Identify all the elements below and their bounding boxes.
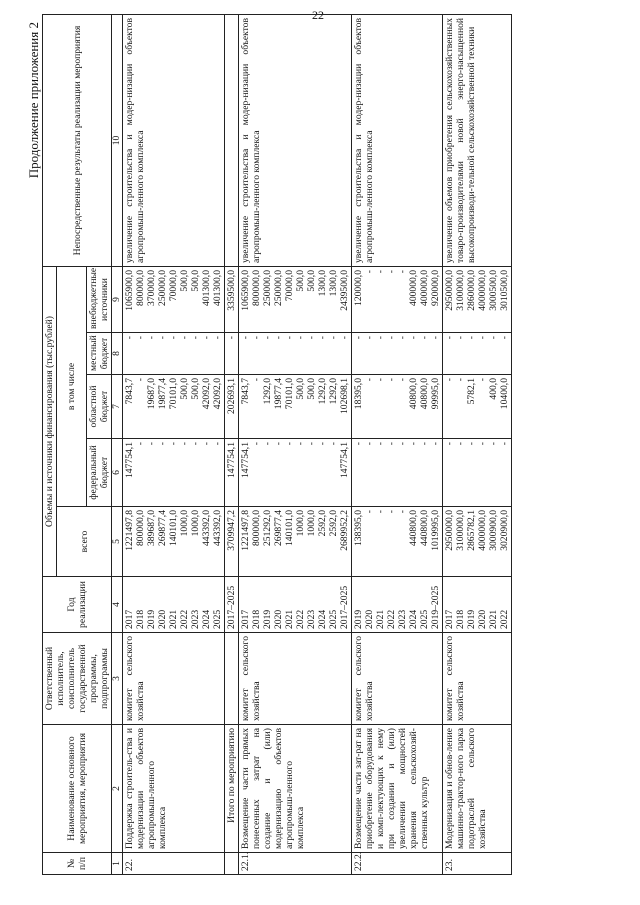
header-responsible: Ответственный исполнитель, соисполнитель государственной программы, подпрограммы — [43, 633, 112, 725]
header-results: Непосредственные результаты реализации мероприятия — [43, 14, 112, 266]
row-total: 138395,0 - - - - 440800,0 440800,0 1019995,0 — [352, 507, 443, 577]
header-name: Наименование основного мероприятия, мероприятия — [43, 725, 112, 853]
table-row — [239, 14, 352, 874]
row-result: увеличение строительства и модер-низации объектов агропромыш-ленного комплекса — [352, 14, 443, 266]
row-years: 2017–2025 — [225, 577, 239, 633]
row-federal: 147754,1 - - - - - - - - — [123, 439, 225, 507]
row-name: Поддержка строитель-ства и модернизации объектов агропромыш-ленного комплекса — [123, 725, 225, 853]
header-total: всего — [57, 507, 112, 577]
row-num: 22.2. — [352, 853, 443, 875]
col-index: 2 — [112, 725, 123, 853]
col-index: 7 — [112, 375, 123, 439]
row-local: - - - - - - — [443, 333, 512, 375]
header-local: местный бюджет — [87, 333, 112, 375]
row-result: увеличение строительства и модер-низации объектов агропромыш-ленного комплекса — [239, 14, 352, 266]
row-federal: 147754,1 - - - - - - - - 147754,1 — [239, 439, 352, 507]
page-number: 22 — [312, 8, 324, 22]
header-year: Год реализации — [43, 577, 112, 633]
row-responsible: комитет сельского хозяйства — [123, 633, 225, 725]
row-responsible: комитет сельского хозяйства — [352, 633, 443, 725]
table-row — [123, 14, 225, 874]
row-extra: 1065900,0 800000,0 250000,0 250000,0 70000,0 500,0 500,0 1300,0 1300,0 2439500,0 — [239, 266, 352, 332]
row-years: 2017 2018 2019 2020 2021 2022 — [443, 577, 512, 633]
row-regional: 202693,1 — [225, 375, 239, 439]
row-total: 1221497,8 800000,0 389687,0 269877,4 140101,0 1000,0 1000,0 443392,0 443392,0 — [123, 507, 225, 577]
col-index: 1 — [112, 853, 123, 875]
col-index: 8 — [112, 333, 123, 375]
row-total: 1221497,8 800000,0 251292,0 269877,4 140101,0 1000,0 1000,0 2592,0 2592,0 2689952,2 — [239, 507, 352, 577]
row-extra: 1065900,0 800000,0 370000,0 250000,0 70000,0 500,0 500,0 401300,0 401300,0 — [123, 266, 225, 332]
header-financing: Объемы и источники финансирования (тыс.рублей) — [43, 266, 57, 576]
col-index: 9 — [112, 266, 123, 332]
row-name: Итого по мероприятию — [225, 725, 239, 853]
row-result — [225, 14, 239, 266]
table-row — [443, 14, 512, 874]
col-index: 4 — [112, 577, 123, 633]
row-regional: - - 5782,1 - 400,0 10400,0 — [443, 375, 512, 439]
row-num — [225, 853, 239, 875]
col-index: 3 — [112, 633, 123, 725]
row-total: 2950000,0 3100000,0 2865782,1 4000000,0 3000900,0 3020900,0 — [443, 507, 512, 577]
row-num: 23. — [443, 853, 512, 875]
row-years: 2017 2018 2019 2020 2021 2022 2023 2024 2025 — [123, 577, 225, 633]
column-index-row — [112, 14, 123, 874]
financing-table — [42, 14, 512, 875]
row-federal: 147754,1 — [225, 439, 239, 507]
header-num: № п/п — [43, 853, 112, 875]
row-num: 22.1. — [239, 853, 352, 875]
row-years: 2017 2018 2019 2020 2021 2022 2023 2024 2025 2017–2025 — [239, 577, 352, 633]
row-name: Модернизация и обнов-ление машинно-трактор-ного парка подотраслей сельского хозяйства — [443, 725, 512, 853]
row-local: - — [225, 333, 239, 375]
row-total: 3709947,2 — [225, 507, 239, 577]
row-federal: - - - - - - - - — [352, 439, 443, 507]
row-extra: 2950000,0 3100000,0 2860000,0 4000000,0 3000500,0 3010500,0 — [443, 266, 512, 332]
row-local: - - - - - - - - - — [123, 333, 225, 375]
header-federal: федеральный бюджет — [87, 439, 112, 507]
row-extra: 120000,0 - - - - 400000,0 400000,0 920000,0 — [352, 266, 443, 332]
row-federal: - - - - - - — [443, 439, 512, 507]
table-row — [352, 14, 443, 874]
col-index: 5 — [112, 507, 123, 577]
row-regional: 18395,0 - - - - 40800,0 40800,0 99995,0 — [352, 375, 443, 439]
row-name: Возмещение части прямых понесенных затрат на создание и (или) модернизацию объектов агропромыш-ленного комплекса — [239, 725, 352, 853]
col-index: 6 — [112, 439, 123, 507]
row-responsible — [225, 633, 239, 725]
row-responsible: комитет сельского хозяйства — [239, 633, 352, 725]
row-extra: 3359500,0 — [225, 266, 239, 332]
col-index: 10 — [112, 14, 123, 266]
row-local: - - - - - - - - — [352, 333, 443, 375]
row-responsible: комитет сельского хозяйства — [443, 633, 512, 725]
table-row-total — [225, 14, 239, 874]
header-extra: внебюджетные источники — [87, 266, 112, 332]
row-years: 2019 2020 2021 2022 2023 2024 2025 2019–2025 — [352, 577, 443, 633]
row-local: - - - - - - - - - - — [239, 333, 352, 375]
row-name: Возмещение части зат-рат на приобретение оборудования и комп-лектующих к нему при создании и (или) увеличении мощностей хранения сельскохозяй-ственных культур — [352, 725, 443, 853]
appendix-caption: Продолжение приложения 2 — [26, 22, 41, 179]
row-result: увеличение объемов приобретения сельскохозяйственных товаро-производителями новой энерго-насыщенной высокопроизводи-тельной сельскохозяйственной техники — [443, 14, 512, 266]
row-regional: 7843,7 - 1292,0 19877,4 70101,0 500,0 500,0 1292,0 1292,0 102698,1 — [239, 375, 352, 439]
row-num: 22. — [123, 853, 225, 875]
header-regional: областной бюджет — [87, 375, 112, 439]
header-in-that: в том числе — [57, 266, 87, 506]
row-regional: 7843,7 - 19687,0 19877,4 70101,0 500,0 500,0 42092,0 42092,0 — [123, 375, 225, 439]
row-result: увеличение строительства и модер-низации объектов агропромыш-ленного комплекса — [123, 14, 225, 266]
